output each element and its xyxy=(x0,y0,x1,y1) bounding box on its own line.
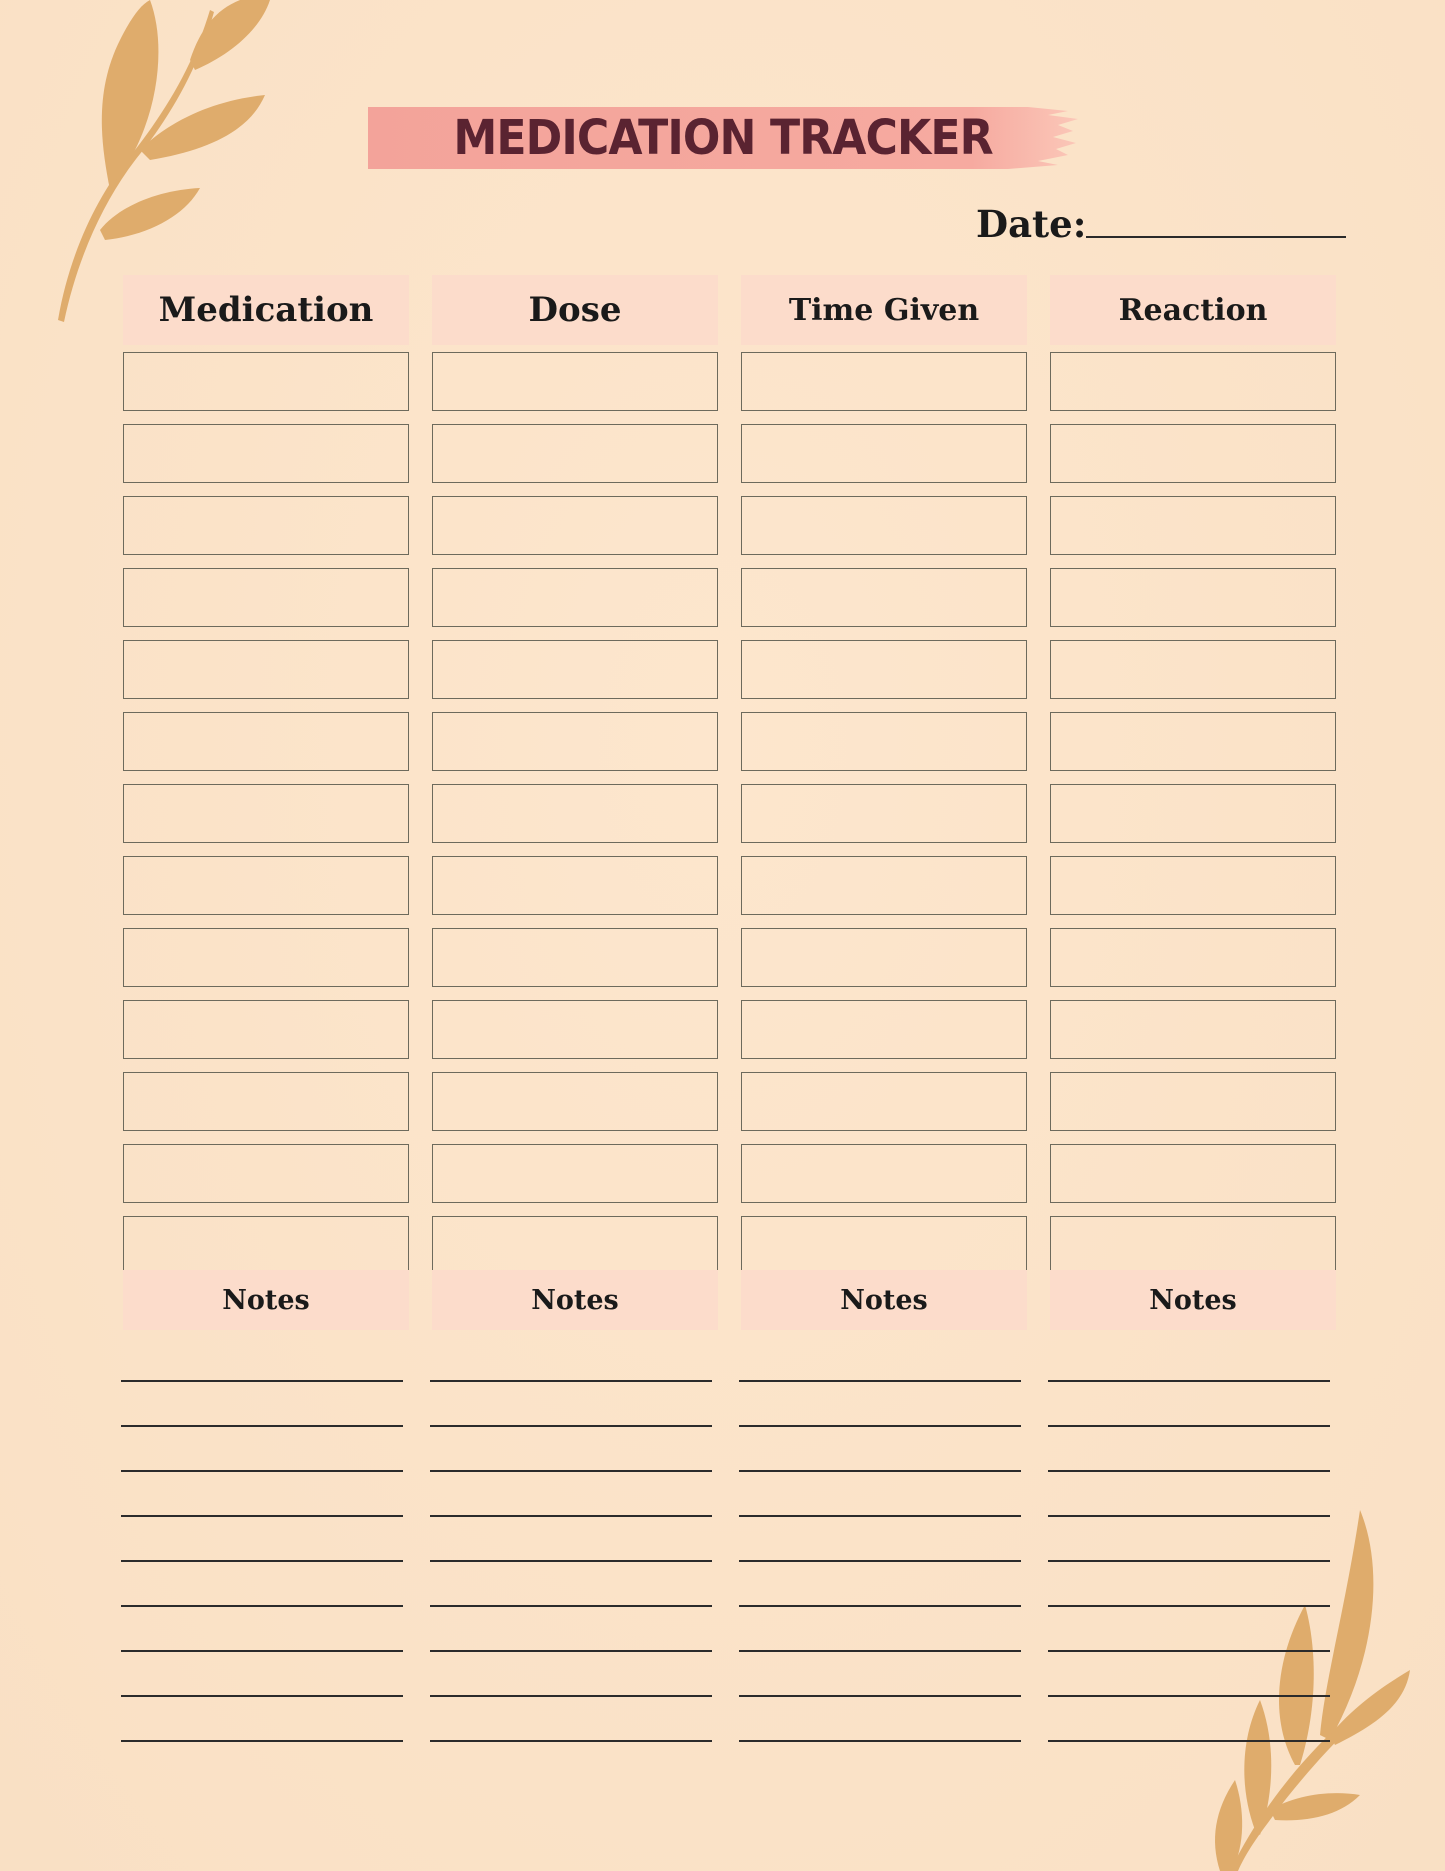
page-title: MEDICATION TRACKER xyxy=(453,110,993,166)
note-line[interactable] xyxy=(430,1515,712,1517)
note-line[interactable] xyxy=(1048,1425,1330,1427)
title-banner xyxy=(368,107,1078,169)
table-cell[interactable] xyxy=(432,1144,718,1203)
note-line[interactable] xyxy=(121,1650,403,1652)
table-cell[interactable] xyxy=(741,352,1027,411)
table-cell[interactable] xyxy=(1050,1072,1336,1131)
table-cell[interactable] xyxy=(1050,1144,1336,1203)
column-header-dose: Dose xyxy=(432,275,718,345)
table-cell[interactable] xyxy=(123,568,409,627)
table-cell[interactable] xyxy=(432,784,718,843)
table-cell[interactable] xyxy=(1050,496,1336,555)
table-cell[interactable] xyxy=(741,1216,1027,1275)
table-cell[interactable] xyxy=(123,1144,409,1203)
note-line[interactable] xyxy=(1048,1605,1330,1607)
note-line[interactable] xyxy=(1048,1470,1330,1472)
notes-header-time-given: Notes xyxy=(741,1270,1027,1330)
note-line[interactable] xyxy=(121,1605,403,1607)
column-header-medication: Medication xyxy=(123,275,409,345)
note-line[interactable] xyxy=(739,1515,1021,1517)
note-line[interactable] xyxy=(121,1740,403,1742)
note-line[interactable] xyxy=(430,1470,712,1472)
note-line[interactable] xyxy=(739,1380,1021,1382)
table-cell[interactable] xyxy=(123,784,409,843)
note-line[interactable] xyxy=(739,1425,1021,1427)
note-line[interactable] xyxy=(739,1605,1021,1607)
table-cell[interactable] xyxy=(123,352,409,411)
table-cell[interactable] xyxy=(1050,712,1336,771)
table-cell[interactable] xyxy=(741,1000,1027,1059)
note-line[interactable] xyxy=(739,1470,1021,1472)
table-cell[interactable] xyxy=(123,856,409,915)
date-input-line[interactable] xyxy=(1086,236,1346,238)
table-cell[interactable] xyxy=(123,1072,409,1131)
table-cell[interactable] xyxy=(741,784,1027,843)
table-cell[interactable] xyxy=(123,712,409,771)
table-cell[interactable] xyxy=(432,856,718,915)
note-line[interactable] xyxy=(1048,1695,1330,1697)
table-cell[interactable] xyxy=(123,640,409,699)
table-cell[interactable] xyxy=(123,424,409,483)
table-cell[interactable] xyxy=(123,496,409,555)
date-label: Date: xyxy=(976,202,1087,246)
column-header-time-given: Time Given xyxy=(741,275,1027,345)
cells-time-given xyxy=(741,352,1027,1275)
table-cell[interactable] xyxy=(741,568,1027,627)
table-cell[interactable] xyxy=(741,856,1027,915)
cells-medication xyxy=(123,352,409,1275)
note-lines-dose xyxy=(430,1380,716,1785)
note-line[interactable] xyxy=(430,1605,712,1607)
cells-reaction xyxy=(1050,352,1336,1275)
table-cell[interactable] xyxy=(1050,928,1336,987)
column-reaction xyxy=(1050,275,1336,1316)
note-line[interactable] xyxy=(739,1695,1021,1697)
note-line[interactable] xyxy=(121,1695,403,1697)
table-cell[interactable] xyxy=(1050,640,1336,699)
column-dose xyxy=(432,275,718,1316)
table-cell[interactable] xyxy=(123,1216,409,1275)
table-cell[interactable] xyxy=(741,424,1027,483)
date-field[interactable] xyxy=(976,196,1346,246)
note-line[interactable] xyxy=(121,1470,403,1472)
note-line[interactable] xyxy=(430,1695,712,1697)
table-cell[interactable] xyxy=(1050,856,1336,915)
note-line[interactable] xyxy=(121,1560,403,1562)
note-line[interactable] xyxy=(430,1425,712,1427)
note-line[interactable] xyxy=(121,1425,403,1427)
table-cell[interactable] xyxy=(432,568,718,627)
table-cell[interactable] xyxy=(1050,1216,1336,1275)
note-line[interactable] xyxy=(739,1650,1021,1652)
table-cell[interactable] xyxy=(741,928,1027,987)
table-cell[interactable] xyxy=(741,712,1027,771)
table-cell[interactable] xyxy=(432,1072,718,1131)
note-line[interactable] xyxy=(121,1515,403,1517)
note-line[interactable] xyxy=(1048,1740,1330,1742)
note-line[interactable] xyxy=(430,1650,712,1652)
table-cell[interactable] xyxy=(1050,784,1336,843)
table-cell[interactable] xyxy=(432,424,718,483)
table-cell[interactable] xyxy=(432,928,718,987)
table-cell[interactable] xyxy=(741,640,1027,699)
notes-header-reaction: Notes xyxy=(1050,1270,1336,1330)
table-cell[interactable] xyxy=(1050,1000,1336,1059)
note-line[interactable] xyxy=(430,1740,712,1742)
note-line[interactable] xyxy=(1048,1560,1330,1562)
column-time-given xyxy=(741,275,1027,1316)
table-cell[interactable] xyxy=(432,1000,718,1059)
table-cell[interactable] xyxy=(432,496,718,555)
table-cell[interactable] xyxy=(123,928,409,987)
table-cell[interactable] xyxy=(432,640,718,699)
note-lines-medication xyxy=(121,1380,407,1785)
table-cell[interactable] xyxy=(1050,568,1336,627)
note-line[interactable] xyxy=(739,1740,1021,1742)
table-cell[interactable] xyxy=(123,1000,409,1059)
note-line[interactable] xyxy=(121,1380,403,1382)
table-cell[interactable] xyxy=(741,1144,1027,1203)
table-cell[interactable] xyxy=(741,496,1027,555)
table-cell[interactable] xyxy=(432,1216,718,1275)
table-cell[interactable] xyxy=(432,352,718,411)
table-cell[interactable] xyxy=(432,712,718,771)
table-cell[interactable] xyxy=(1050,352,1336,411)
notes-header-dose: Notes xyxy=(432,1270,718,1330)
table-cell[interactable] xyxy=(741,1072,1027,1131)
note-lines-time-given xyxy=(739,1380,1025,1785)
notes-header-medication: Notes xyxy=(123,1270,409,1330)
note-line[interactable] xyxy=(1048,1380,1330,1382)
cells-dose xyxy=(432,352,718,1275)
note-line[interactable] xyxy=(430,1560,712,1562)
table-cell[interactable] xyxy=(1050,424,1336,483)
column-header-reaction: Reaction xyxy=(1050,275,1336,345)
column-medication xyxy=(123,275,409,1316)
note-line[interactable] xyxy=(430,1380,712,1382)
note-line[interactable] xyxy=(739,1560,1021,1562)
note-line[interactable] xyxy=(1048,1650,1330,1652)
note-line[interactable] xyxy=(1048,1515,1330,1517)
note-lines-reaction xyxy=(1048,1380,1334,1785)
